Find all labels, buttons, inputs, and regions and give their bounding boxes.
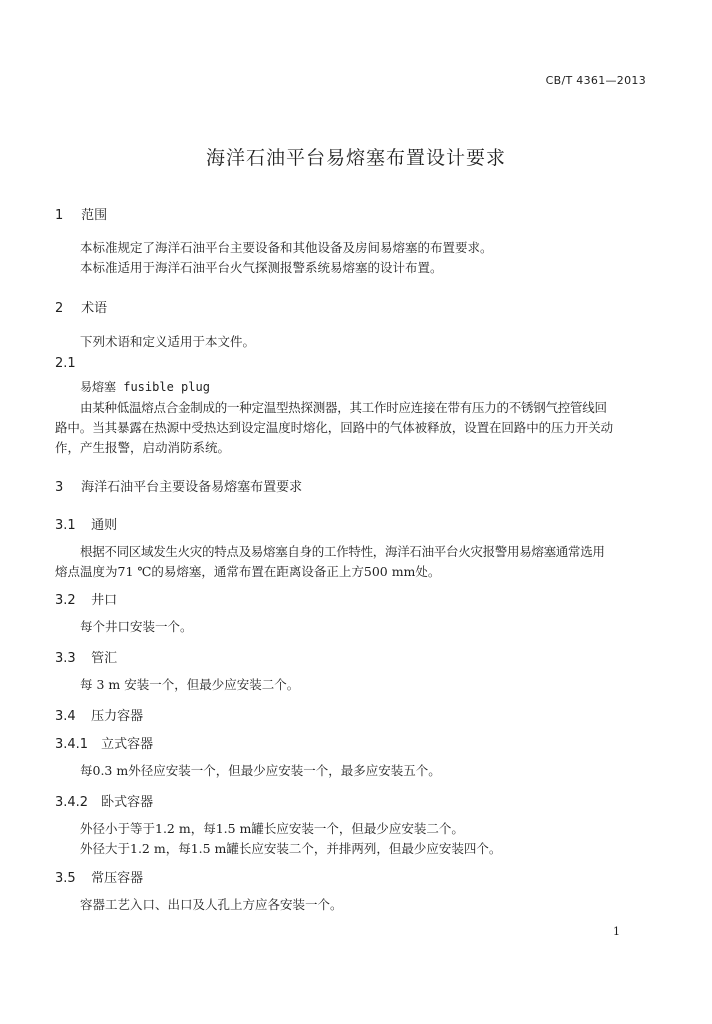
section-number: 3.1 — [55, 518, 76, 533]
document-title: 海洋石油平台易熔塞布置设计要求 — [205, 147, 506, 169]
paragraph: 每 3 m 安装一个，但最少应安装二个。 — [80, 677, 300, 692]
section-number: 2.1 — [55, 356, 76, 371]
section-2-1-heading — [55, 356, 76, 371]
paragraph: 外径大于1.2 m，每1.5 m罐长应安装二个，并排两列，但最少应安装四个。 — [80, 841, 502, 856]
section-3-1-heading — [55, 514, 117, 533]
paragraph: 本标准适用于海洋石油平台火气探测报警系统易熔塞的设计布置。 — [80, 260, 443, 275]
section-title: 术语 — [81, 301, 108, 316]
section-title: 立式容器 — [101, 737, 154, 752]
section-title: 井口 — [91, 593, 118, 608]
section-number: 3.2 — [55, 593, 76, 608]
section-3-4-2-heading — [55, 791, 153, 810]
paragraph: 外径小于等于1.2 m，每1.5 m罐长应安装一个，但最少应安装二个。 — [80, 821, 464, 836]
section-title: 卧式容器 — [101, 795, 154, 810]
section-title: 压力容器 — [91, 709, 144, 724]
section-title: 通则 — [91, 518, 118, 533]
section-3-4-heading — [55, 705, 143, 724]
section-3-5-heading — [55, 867, 143, 886]
paragraph: 下列术语和定义适用于本文件。 — [80, 334, 256, 349]
section-title: 管汇 — [91, 651, 118, 666]
section-number: 1 — [55, 208, 64, 223]
section-number: 3.5 — [55, 871, 76, 886]
section-number: 3.3 — [55, 651, 76, 666]
paragraph-line: 熔点温度为71 ℃的易熔塞，通常布置在距离设备正上方500 mm处。 — [55, 564, 441, 579]
section-number: 2 — [55, 301, 64, 316]
standard-code: CB/T 4361—2013 — [545, 74, 646, 87]
term-entry: 易熔塞 fusible plug — [80, 380, 210, 394]
paragraph: 每个井口安装一个。 — [80, 619, 193, 634]
section-number: 3.4 — [55, 709, 76, 724]
section-3-2-heading — [55, 589, 117, 608]
section-number: 3.4.1 — [55, 737, 89, 752]
section-3-3-heading — [55, 647, 117, 666]
section-1-heading — [55, 204, 107, 223]
section-2-heading — [55, 297, 107, 316]
paragraph: 本标准规定了海洋石油平台主要设备和其他设备及房间易熔塞的布置要求。 — [80, 240, 493, 255]
section-number: 3 — [55, 480, 64, 495]
section-3-4-1-heading — [55, 733, 153, 752]
section-title: 范围 — [81, 208, 108, 223]
section-number: 3.4.2 — [55, 795, 89, 810]
paragraph-line: 根据不同区域发生火灾的特点及易熔塞自身的工作特性，海洋石油平台火灾报警用易熔塞通常选用 — [80, 544, 605, 559]
definition-line: 路中。当其暴露在热源中受热达到设定温度时熔化，回路中的气体被释放，设置在回路中的压力开关动 — [55, 420, 614, 435]
section-title: 海洋石油平台主要设备易熔塞布置要求 — [81, 480, 303, 495]
section-3-heading — [55, 476, 302, 495]
page-number: 1 — [613, 925, 620, 938]
definition-line: 作，产生报警，启动消防系统。 — [55, 440, 231, 455]
paragraph: 每0.3 m外径应安装一个，但最少应安装一个，最多应安装五个。 — [80, 763, 441, 778]
section-title: 常压容器 — [91, 871, 144, 886]
definition-line: 由某种低温熔点合金制成的一种定温型热探测器，其工作时应连接在带有压力的不锈钢气控管线回 — [80, 400, 607, 415]
paragraph: 容器工艺入口、出口及人孔上方应各安装一个。 — [80, 897, 343, 912]
